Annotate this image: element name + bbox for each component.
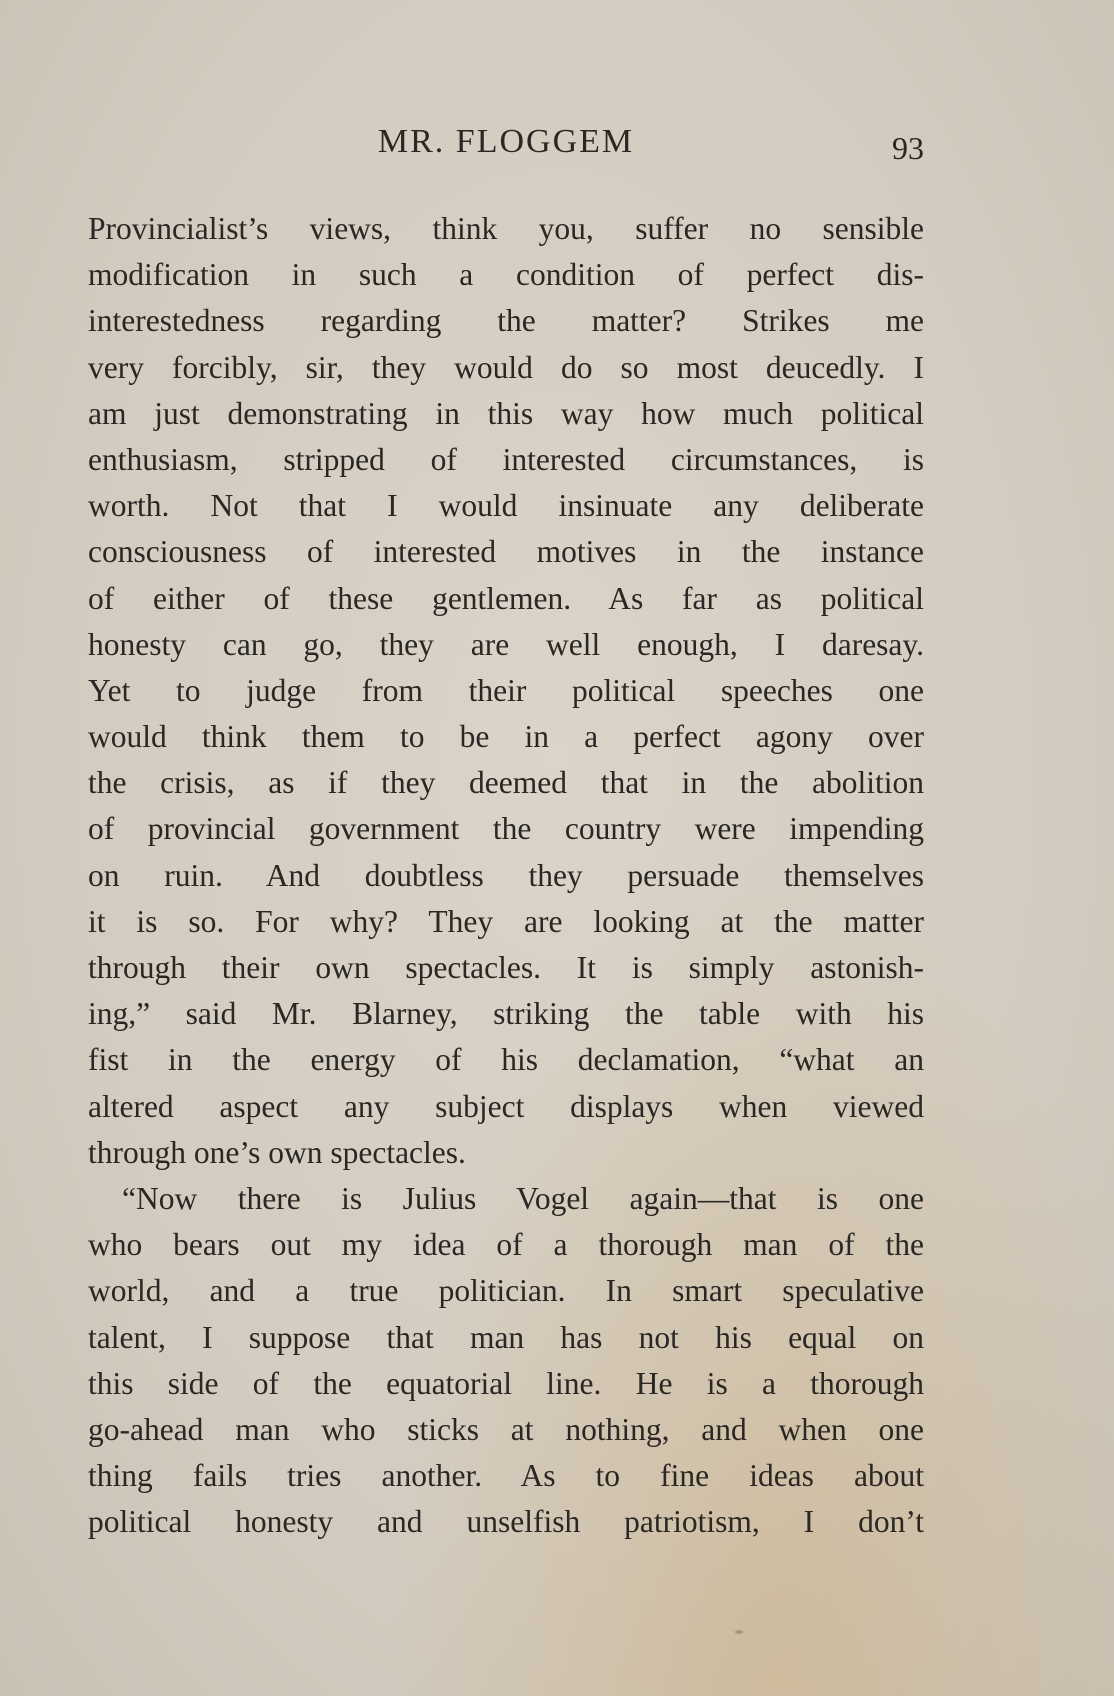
text-line: Provincialist’s views, think you, suffer no sensible (88, 211, 924, 246)
text-line: thing fails tries another. As to fine ideas about (88, 1458, 924, 1494)
text-line: world, and a true politician. In smart speculative (88, 1273, 924, 1309)
text-line: honesty can go, they are well enough, I daresay. (88, 626, 924, 662)
text-line: very forcibly, sir, they would do so most deucedly. I (88, 349, 924, 385)
text-line: the crisis, as if they deemed that in the abolition (88, 765, 924, 801)
paragraph-end-line: through one’s own spectacles. (88, 1134, 466, 1170)
text-line: Yet to judge from their political speeches one (88, 672, 924, 708)
text-line: who bears out my idea of a thorough man of the (88, 1227, 924, 1263)
text-line: worth. Not that I would insinuate any deliberate (88, 488, 924, 524)
text-line: am just demonstrating in this way how much political (88, 395, 924, 431)
page-number: 93 (892, 130, 924, 166)
text-line: of either of these gentlemen. As far as political (88, 580, 924, 616)
text-line: through their own spectacles. It is simply astonish- (88, 950, 924, 985)
text-line: ing,” said Mr. Blarney, striking the table with his (88, 996, 924, 1032)
text-line: political honesty and unselfish patriotism, I don’t (88, 1504, 924, 1540)
paper-stain (735, 1630, 743, 1634)
running-title: MR. FLOGGEM (377, 123, 635, 160)
text-line: it is so. For why? They are looking at the matter (88, 903, 924, 939)
text-line: consciousness of interested motives in the instance (88, 534, 924, 570)
page-header (88, 122, 924, 172)
text-line: of provincial government the country were impending (88, 811, 924, 847)
text-line: would think them to be in a perfect agony over (88, 719, 924, 755)
text-line: enthusiasm, stripped of interested circumstances, is (88, 441, 924, 477)
text-line: on ruin. And doubtless they persuade themselves (88, 857, 924, 893)
text-line: interestedness regarding the matter? Strikes me (88, 303, 924, 339)
body-text (88, 206, 924, 1545)
text-line: modification in such a condition of perfect dis- (88, 257, 924, 293)
text-line: talent, I suppose that man has not his equal on (88, 1319, 924, 1355)
text-line: altered aspect any subject displays when viewed (88, 1088, 924, 1124)
text-line: go-ahead man who sticks at nothing, and when one (88, 1411, 924, 1447)
paragraph-start-line: “Now there is Julius Vogel again—that is one (122, 1180, 924, 1216)
text-line: fist in the energy of his declamation, “what an (88, 1042, 924, 1078)
text-line: this side of the equatorial line. He is a thorough (88, 1365, 924, 1401)
